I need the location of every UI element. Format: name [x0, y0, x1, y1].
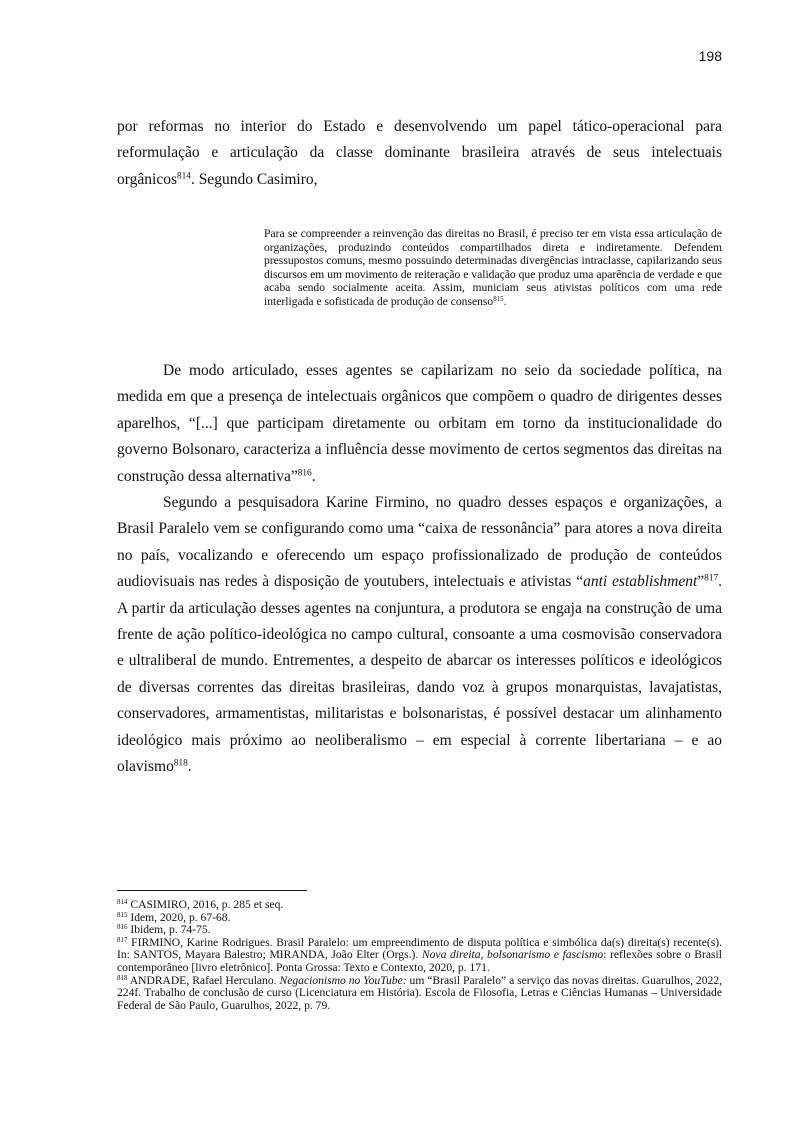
footnote-text-end: : reflexões sobre o Brasil contemporâneo [livro eletrônico]. Ponta Grossa: Texto e Contexto, 2020, p. 171.	[117, 948, 722, 974]
paragraph-1-text-end: . Segundo Casimiro,	[190, 170, 318, 188]
footnote-divider	[117, 890, 307, 891]
paragraph-2-text-end: .	[311, 467, 316, 485]
paragraph-2	[117, 358, 722, 490]
footnote-text: FIRMINO, Karine Rodrigues. Brasil Paralelo: um empreendimento de disputa política e simbólica da(s) direita(s) recente(s). In: SANTOS, Mayara Balestro; MIRANDA, João Elter (Orgs.).	[117, 935, 722, 962]
footnote-ref-817[interactable]: 817	[704, 573, 719, 584]
block-quote-end: .	[503, 294, 507, 308]
footnotes	[117, 899, 722, 1012]
footnote-text: Ibidem, p. 74-75.	[127, 923, 211, 937]
footnote-text: ANDRADE, Rafael Herculano.	[127, 973, 280, 987]
footnote-number: 816	[117, 923, 128, 932]
paragraph-1-text: por reformas no interior do Estado e desenvolvendo um papel tático-operacional para reformulação e articulação da classe dominante brasileira através de seus intelectuais orgânicos	[117, 118, 722, 188]
paragraph-3-italic: anti establishment	[583, 573, 698, 591]
paragraph-3-text: Segundo a pesquisadora Karine Firmino, no quadro desses espaços e organizações, a Brasil Paralelo vem se configurando como uma “caixa de ressonância” para atores a nova direita no país, vocalizando e oferecendo um espaço profissionalizado de produção de conteúdos audiovisuais nas redes à disposição de youtubers, intelectuais e ativistas “	[117, 494, 722, 591]
paragraph-3-text-end: .	[187, 758, 192, 776]
footnote-ref-816[interactable]: 816	[297, 468, 312, 479]
block-quote-text: Para se compreender a reinvenção das direitas no Brasil, é preciso ter em vista essa articulação de organizações, produzindo conteúdos compartilhados direta e indiretamente. Defendem pressupostos comuns, mesmo possuindo determinadas divergências intraclasse, capilarizando seus discursos em um movimento de reiteração e validação que produz uma aparência de verdade e que acaba sendo socialmente aceita. Assim, municiam seus ativistas políticos com uma rede interligada e sofisticada de produção de consenso	[264, 227, 722, 308]
footnote-text-end: um “Brasil Paralelo” a serviço das novas direitas. Guarulhos, 2022, 224f. Trabalho de conclusão de curso (Licenciatura em História). Escola de Filosofia, Letras e Ciências Humanas – Universidade Federal de São Paulo, Guarulhos, 2022, p. 79.	[117, 973, 722, 1012]
paragraph-2-text: De modo articulado, esses agentes se capilarizam no seio da sociedade política, na medida em que a presença de intelectuais orgânicos que compõem o quadro de dirigentes desses aparelhos, “[...] que participam diretamente ou orbitam em torno da institucionalidade do governo Bolsonaro, caracteriza a influência desse movimento de certos segmentos das direitas na construção dessa alternativa”	[117, 362, 722, 485]
footnote-ref-815[interactable]: 815	[493, 294, 504, 303]
footnote-text: Idem, 2020, p. 67-68.	[127, 910, 231, 924]
footnote-italic-title: Nova direita, bolsonarismo e fascismo	[421, 948, 604, 962]
footnote-number: 818	[117, 973, 128, 982]
footnote-number: 815	[117, 910, 128, 919]
body-paragraphs	[117, 358, 722, 781]
block-quote	[264, 227, 722, 308]
paragraph-3	[117, 490, 722, 780]
footnote-text: CASIMIRO, 2016, p. 285 et seq.	[127, 898, 284, 911]
footnote-ref-814[interactable]: 814	[176, 171, 191, 182]
footnote-ref-818[interactable]: 818	[173, 758, 188, 769]
footnote-number: 817	[117, 935, 128, 944]
paragraph-1	[117, 114, 722, 193]
page-number: 198	[698, 48, 722, 64]
footnote-818	[117, 975, 722, 1013]
footnote-italic-title: Negacionismo no YouTube:	[279, 973, 407, 987]
footnote-number: 814	[117, 897, 128, 906]
paragraph-3-quote-close: ”	[697, 573, 705, 591]
footnote-817	[117, 937, 722, 975]
paragraph-3-text-continued: . A partir da articulação desses agentes na conjuntura, a produtora se engaja na construção de uma frente de ação político-ideológica no campo cultural, consoante a uma cosmovisão conservadora e ultraliberal de mundo. Entrementes, a despeito de abarcar os interesses políticos e ideológicos de diversas correntes das direitas brasileiras, dando voz à grupos monarquistas, lavajatistas, conservadores, armamentistas, militaristas e bolsonaristas, é possível destacar um alinhamento ideológico mais próximo ao neoliberalismo – em especial à corrente libertariana – e ao olavismo	[117, 573, 722, 776]
